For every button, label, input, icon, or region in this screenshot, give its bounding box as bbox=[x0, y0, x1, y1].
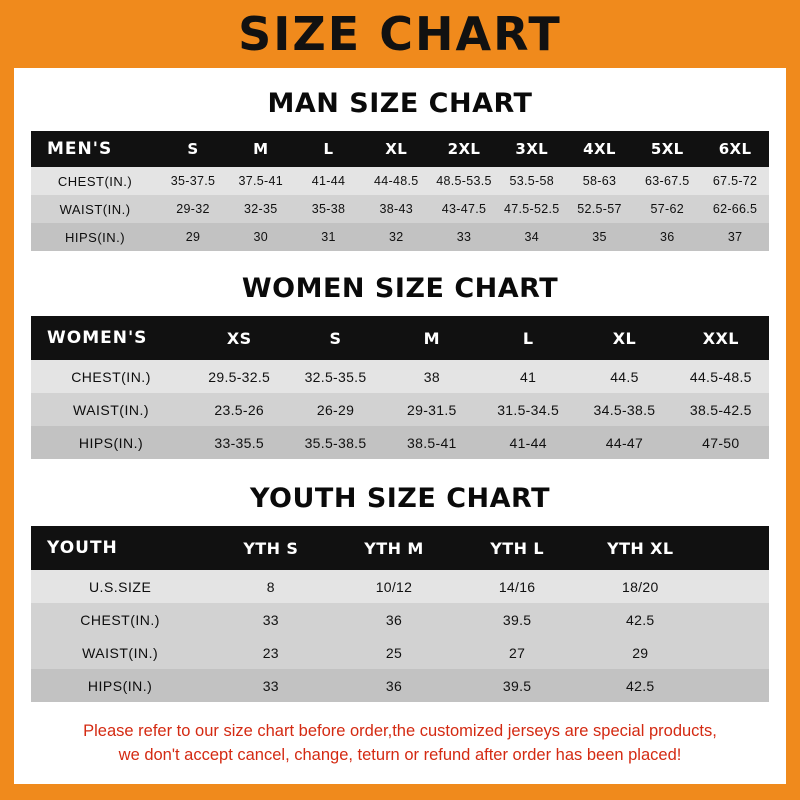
man-row0-cell5: 53.5-58 bbox=[509, 174, 555, 188]
table-row bbox=[31, 223, 769, 251]
man-header-cell-7: 4XL bbox=[583, 140, 616, 158]
women-row2-cell2: 38.5-41 bbox=[407, 434, 457, 451]
man-header-cell-3: L bbox=[323, 140, 334, 158]
women-row0-label: CHEST(IN.) bbox=[71, 368, 151, 385]
man-row2-cell1: 30 bbox=[253, 230, 269, 244]
man-section-title: MAN SIZE CHART bbox=[267, 88, 533, 119]
youth-row0-cell1: 10/12 bbox=[375, 578, 413, 595]
man-row2-label: HIPS(IN.) bbox=[65, 229, 126, 245]
table-header-row bbox=[31, 316, 769, 360]
women-row1-cell3: 31.5-34.5 bbox=[497, 401, 560, 418]
women-size-table bbox=[31, 316, 769, 459]
youth-row0-label: U.S.SIZE bbox=[88, 578, 152, 595]
man-row2-cell5: 34 bbox=[524, 230, 540, 244]
youth-row3-spacer bbox=[702, 669, 769, 702]
man-header-cell-4: XL bbox=[385, 140, 408, 158]
youth-row3-label: HIPS(IN.) bbox=[87, 677, 153, 694]
man-row2-cell7: 36 bbox=[660, 230, 675, 244]
youth-row0-cell3: 18/20 bbox=[622, 578, 659, 595]
man-row0-label: CHEST(IN.) bbox=[57, 173, 133, 189]
man-header-cell-8: 5XL bbox=[650, 140, 684, 158]
man-row1-label: WAIST(IN.) bbox=[59, 201, 131, 217]
man-row0-cell7: 63-67.5 bbox=[645, 174, 690, 188]
women-header-cell-1: XS bbox=[226, 328, 252, 348]
women-row2-label: HIPS(IN.) bbox=[78, 434, 144, 451]
man-header-cell-5: 2XL bbox=[447, 140, 481, 158]
youth-row1-cell1: 36 bbox=[385, 611, 403, 628]
page-title: SIZE CHART bbox=[238, 7, 562, 61]
women-row0-cell3: 41 bbox=[520, 368, 537, 385]
youth-row2-cell2: 27 bbox=[509, 644, 526, 661]
women-table-header bbox=[31, 316, 769, 360]
women-header-cell-3: M bbox=[423, 328, 440, 348]
women-row0-cell2: 38 bbox=[423, 368, 440, 385]
table-row bbox=[31, 167, 769, 195]
man-row1-cell2: 35-38 bbox=[311, 202, 346, 216]
man-row1-cell8: 62-66.5 bbox=[712, 202, 758, 216]
man-row1-cell7: 57-62 bbox=[650, 202, 684, 216]
youth-header-cell-3: YTH L bbox=[490, 538, 544, 558]
women-header-cell-2: S bbox=[329, 328, 342, 348]
youth-row1-spacer bbox=[702, 603, 769, 636]
man-header-cell-2: M bbox=[253, 140, 269, 158]
youth-row3-cell1: 36 bbox=[385, 677, 403, 694]
table-header-row bbox=[31, 131, 769, 167]
order-notice bbox=[27, 720, 773, 768]
women-row2-cell3: 41-44 bbox=[509, 434, 547, 451]
man-row2-cell8: 37 bbox=[727, 230, 743, 244]
women-row1-label: WAIST(IN.) bbox=[73, 401, 150, 418]
youth-size-table bbox=[31, 526, 769, 702]
man-table-body bbox=[31, 167, 769, 251]
youth-row0-spacer bbox=[702, 570, 769, 603]
man-row2-cell0: 29 bbox=[185, 230, 201, 244]
man-row0-cell1: 37.5-41 bbox=[238, 174, 284, 188]
youth-row2-cell0: 23 bbox=[262, 644, 279, 661]
page-content bbox=[14, 88, 786, 768]
youth-row2-spacer bbox=[702, 636, 769, 669]
youth-row1-cell0: 33 bbox=[262, 611, 279, 628]
man-row1-cell4: 43-47.5 bbox=[441, 202, 487, 216]
man-row2-cell2: 31 bbox=[321, 230, 336, 244]
women-row1-cell4: 34.5-38.5 bbox=[593, 401, 656, 418]
youth-row0-cell2: 14/16 bbox=[498, 578, 536, 595]
women-row2-cell4: 44-47 bbox=[605, 434, 644, 451]
youth-row1-cell3: 42.5 bbox=[626, 611, 655, 628]
youth-row2-label: WAIST(IN.) bbox=[82, 644, 159, 661]
youth-header-cell-1: YTH S bbox=[243, 538, 299, 558]
table-row bbox=[31, 570, 769, 603]
table-row bbox=[31, 603, 769, 636]
table-row bbox=[31, 426, 769, 459]
man-size-table bbox=[31, 131, 769, 251]
table-row bbox=[31, 636, 769, 669]
table-row bbox=[31, 393, 769, 426]
women-row1-cell5: 38.5-42.5 bbox=[689, 401, 752, 418]
youth-table-body bbox=[31, 570, 769, 702]
women-row1-cell2: 29-31.5 bbox=[407, 401, 457, 418]
women-header-cell-5: XL bbox=[612, 328, 637, 348]
man-table-header bbox=[31, 131, 769, 167]
man-header-cell-0: MEN'S bbox=[47, 139, 113, 159]
youth-row1-label: CHEST(IN.) bbox=[80, 611, 160, 628]
youth-header-cell-4: YTH XL bbox=[607, 538, 674, 558]
man-row1-cell3: 38-43 bbox=[379, 202, 413, 216]
youth-table-header bbox=[31, 526, 769, 570]
man-row2-cell4: 33 bbox=[456, 230, 472, 244]
women-header-cell-6: XXL bbox=[702, 328, 739, 348]
man-row1-cell1: 32-35 bbox=[244, 202, 278, 216]
youth-header-spacer bbox=[702, 526, 769, 570]
women-header-cell-4: L bbox=[522, 328, 534, 348]
youth-row2-cell3: 29 bbox=[632, 644, 649, 661]
women-row1-cell1: 26-29 bbox=[316, 401, 355, 418]
man-row0-cell0: 35-37.5 bbox=[170, 174, 216, 188]
women-row0-cell1: 32.5-35.5 bbox=[304, 368, 367, 385]
youth-header-cell-0: YOUTH bbox=[47, 538, 118, 558]
women-row1-cell0: 23.5-26 bbox=[214, 401, 264, 418]
man-header-cell-6: 3XL bbox=[515, 140, 549, 158]
women-row2-cell0: 33-35.5 bbox=[214, 434, 264, 451]
man-row1-cell6: 52.5-57 bbox=[577, 202, 622, 216]
man-row2-cell6: 35 bbox=[592, 230, 607, 244]
women-section-title: WOMEN SIZE CHART bbox=[241, 273, 559, 304]
man-row0-cell4: 48.5-53.5 bbox=[436, 174, 492, 188]
youth-row1-cell2: 39.5 bbox=[502, 611, 532, 628]
women-row0-cell4: 44.5 bbox=[610, 368, 639, 385]
youth-header-cell-2: YTH M bbox=[364, 538, 424, 558]
women-table-body bbox=[31, 360, 769, 459]
table-row bbox=[31, 669, 769, 702]
notice-line-2: we don't accept cancel, change, teturn or refund after order has been placed! bbox=[118, 745, 682, 764]
youth-section-title: YOUTH SIZE CHART bbox=[249, 483, 551, 514]
table-row bbox=[31, 360, 769, 393]
youth-row3-cell2: 39.5 bbox=[502, 677, 532, 694]
youth-row0-cell0: 8 bbox=[266, 578, 275, 595]
man-header-cell-9: 6XL bbox=[718, 140, 752, 158]
page-banner bbox=[14, 0, 786, 68]
man-header-cell-1: S bbox=[187, 140, 199, 158]
notice-line-1: Please refer to our size chart before order,the customized jerseys are special products, bbox=[83, 722, 717, 740]
youth-row3-cell3: 42.5 bbox=[626, 677, 655, 694]
women-row2-cell5: 47-50 bbox=[702, 434, 740, 451]
man-row0-cell8: 67.5-72 bbox=[712, 174, 758, 188]
youth-row2-cell1: 25 bbox=[385, 644, 403, 661]
youth-row3-cell0: 33 bbox=[262, 677, 279, 694]
man-row1-cell0: 29-32 bbox=[176, 202, 210, 216]
man-row0-cell3: 44-48.5 bbox=[374, 174, 419, 188]
women-row0-cell5: 44.5-48.5 bbox=[689, 368, 752, 385]
table-header-row bbox=[31, 526, 769, 570]
man-row0-cell6: 58-63 bbox=[582, 174, 617, 188]
man-row1-cell5: 47.5-52.5 bbox=[504, 202, 560, 216]
women-row0-cell0: 29.5-32.5 bbox=[208, 368, 271, 385]
man-row2-cell3: 32 bbox=[389, 230, 404, 244]
women-header-cell-0: WOMEN'S bbox=[47, 328, 148, 348]
table-row bbox=[31, 195, 769, 223]
women-row2-cell1: 35.5-38.5 bbox=[304, 434, 367, 451]
man-row0-cell2: 41-44 bbox=[311, 174, 346, 188]
